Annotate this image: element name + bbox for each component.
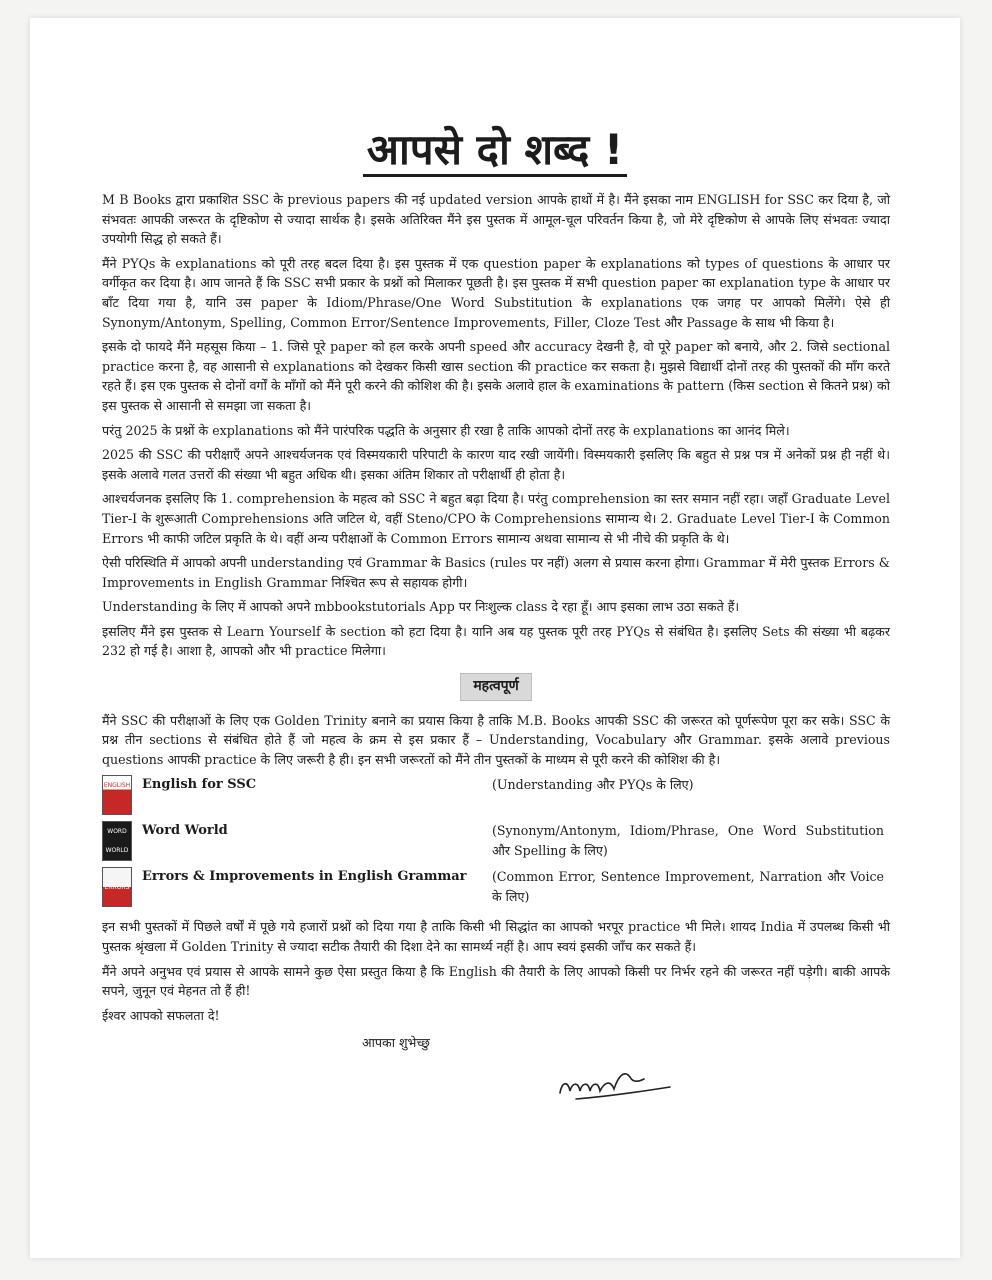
- paragraph: आश्चर्यजनक इसलिए कि 1. comprehension के महत्व को SSC ने बहुत बढ़ा दिया है। परंतु comprehension का स्तर समान नहीं रहा। जहाँ Graduate Level Tier-I के शुरूआती Comprehensions अति जटिल थे, वहीं Steno/CPO के Comprehensions सामान्य थे। 2. Graduate Level Tier-I के Common Errors भी काफी जटिल प्रकृति के थे। वहीं अन्य परीक्षाओं के Common Errors सामान्य अथवा सामान्य से भी नीचे की प्रकृति के थे।: [102, 491, 891, 546]
- book-description: (Synonym/Antonym, Idiom/Phrase, One Word Substitution और Spelling के लिए): [492, 823, 884, 859]
- closing-wishes: आपका शुभेच्छु: [362, 1035, 430, 1051]
- book-name: Word World: [142, 823, 228, 839]
- important-heading: महत्वपूर्ण: [460, 673, 531, 701]
- paragraph: Understanding के लिए में आपको अपने mbbookstutorials App पर निःशुल्क class दे रहा हूँ। आप इसका लाभ उठा सकते हैं।: [102, 599, 740, 615]
- body-text: [102, 190, 890, 1115]
- page-title: आपसे दो शब्द !: [30, 122, 960, 178]
- paragraph: M B Books द्वारा प्रकाशित SSC के previous papers की नई updated version आपके हाथों में है। मैंने इसका नाम ENGLISH for SSC कर दिया है, जो संभवतः आपकी जरूरत के दृष्टिकोण से ज्यादा सार्थक है। इसके अतिरिक्त मैंने इस पुस्तक में आमूल-चूल परिवर्तन किया है, जो मेरे दृष्टिकोण से आपके लिए संभवतः ज्यादा उपयोगी सिद्ध हो सकते हैं।: [102, 192, 890, 247]
- book-list: [102, 775, 890, 911]
- paragraph: 2025 की SSC की परीक्षाएँ अपने आश्चर्यजनक एवं विस्मयकारी परिपाटी के कारण याद रखी जायेंगी। विस्मयकारी इसलिए कि बहुत से प्रश्न पत्र में अनेकों प्रश्न ही नहीं थे। इसके अलावे गलत उत्तरों की संख्या भी बहुत अधिक थी। इसका अंतिम शिकार तो परीक्षार्थी ही होता है।: [102, 447, 890, 482]
- document-page: [30, 18, 960, 1258]
- book-row: [102, 867, 890, 911]
- closing-paragraph: इन सभी पुस्तकों में पिछले वर्षों में पूछे गये हजारों प्रश्नों को दिया गया है ताकि किसी भी सिद्धांत का आपको भरपूर practice भी मिले। शायद India में उपलब्ध किसी भी पुस्तक श्रृंखला में Golden Trinity से ज्यादा सटीक तैयारी की दिशा देने का सामर्थ्य नहीं है। आप स्वयं इसकी जाँच कर सकते हैं।: [102, 919, 891, 955]
- signature-icon: [552, 1059, 682, 1109]
- book-cover-icon: ENGLISH SSC: [102, 775, 132, 815]
- paragraph: ऐसी परिस्थिति में आपको अपनी understanding एवं Grammar के Basics (rules पर नहीं) अलग से प्रयास करना होगा। Grammar में मेरी पुस्तक Errors & Improvements in English Grammar निश्चित रूप से सहायक होगी।: [102, 555, 890, 590]
- paragraph: मैंने PYQs के explanations को पूरी तरह बदल दिया है। इस पुस्तक में एक question paper के explanations को types of questions के आधार पर वर्गीकृत कर दिया है। आप जानते हैं कि SSC सभी प्रकार के प्रश्नों को मिलाकर पूछती है। इस पुस्तक में सभी question paper का explanation type के आधार पर बाँट दिया गया है, यानि उस paper के Idiom/Phrase/One Word Substitution के explanations एक जगह पर आपको मिलेंगे। ऐसे ही Synonym/Antonym, Spelling, Common Error/Sentence Improvements, Filler, Cloze Test और Passage के साथ भी किया है।: [102, 255, 890, 330]
- book-description: (Common Error, Sentence Improvement, Narration और Voice के लिए): [492, 869, 884, 905]
- book-cover-icon: WORD WORLD: [102, 821, 132, 861]
- book-row: [102, 775, 890, 819]
- book-cover-icon: ERRORS: [102, 867, 132, 907]
- closing-paragraph: ईश्वर आपको सफलता दे!: [102, 1007, 220, 1023]
- book-name: Errors & Improvements in English Grammar: [142, 869, 467, 885]
- closing-paragraph: मैंने अपने अनुभव एवं प्रयास से आपके सामने कुछ ऐसा प्रस्तुत किया है कि English की तैयारी के लिए आपको किसी पर निर्भर रहने की जरूरत नहीं पड़ेगी। बाकी आपके सपने, जुनून एवं मेहनत तो हैं ही!: [102, 963, 890, 999]
- paragraph: परंतु 2025 के प्रश्नों के explanations को मैंने पारंपरिक पद्धति के अनुसार ही रखा है ताकि आपको दोनों तरह के explanations का आनंद मिले।: [102, 422, 790, 438]
- book-name: English for SSC: [142, 777, 257, 793]
- paragraph: इसके दो फायदे मैंने महसूस किया – 1. जिसे पूरे paper को हल करके अपनी speed और accuracy देखनी है, वो पूरे paper को बनाये, और 2. जिसे sectional practice करना है, वह आसानी से explanations को देखकर किसी खास section की practice कर सकता है। मुझसे विद्यार्थी दोनों तरह की पुस्तकों की माँग करते रहते हैं। इस एक पुस्तक से दोनों वर्गों के माँगों को मैंने पूरी करने की कोशिश की है। इसके अलावे हाल के examinations के pattern (किस section से कितने प्रश्न) को इस पुस्तक से आसानी से समझा जा सकता है।: [102, 339, 890, 413]
- paragraph: इसलिए मैंने इस पुस्तक से Learn Yourself के section को हटा दिया है। यानि अब यह पुस्तक पूरी तरह PYQs से संबंधित है। इसलिए Sets की संख्या भी बढ़कर 232 हो गई है। आशा है, आपको और भी practice मिलेगा।: [102, 623, 890, 659]
- important-paragraph: मैंने SSC की परीक्षाओं के लिए एक Golden Trinity बनाने का प्रयास किया है ताकि M.B. Books आपकी SSC की जरूरत को पूर्णरूपेण पूरा कर सके। SSC के प्रश्न तीन sections से संबंधित होते हैं जो महत्व के क्रम से इस प्रकार हैं – Understanding, Vocabulary और Grammar. इसके अलावे previous questions आपकी practice के लिए जरूरी है ही। इन सभी जरूरतों को मैंने तीन पुस्तकों के माध्यम से पूरी करने की कोशिश की है।: [102, 712, 890, 767]
- book-description: (Understanding और PYQs के लिए): [492, 777, 694, 793]
- book-row: [102, 821, 890, 865]
